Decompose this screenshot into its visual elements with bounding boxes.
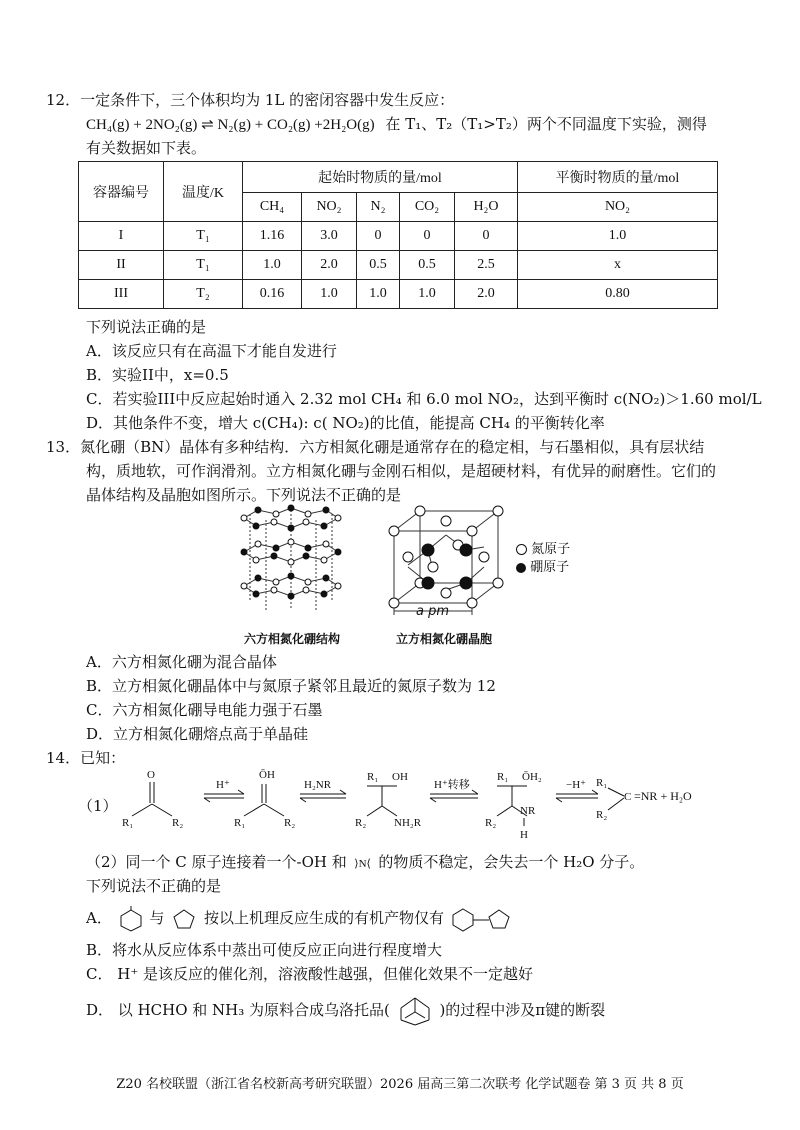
table-row: I T₁ 1.16 3.0 0 0 0 1.0 — [79, 222, 718, 251]
q14-option-c: C． H⁺ 是该反应的催化剂，溶液酸性越强，但催化效果不一定越好 — [86, 965, 534, 983]
q14-part1-label: （1） — [78, 797, 118, 815]
q13-line1: 13．氮化硼（BN）晶体有多种结构．六方相氮化硼是通常存在的稳定相，与石墨相似，具有层状结 — [46, 438, 705, 456]
svg-text:R₂: R₂ — [284, 817, 296, 829]
legend-black-circle-icon — [516, 563, 526, 573]
svg-text:R₂: R₂ — [355, 817, 367, 829]
urotropine-icon — [395, 994, 435, 1028]
svg-text:R₂: R₂ — [596, 809, 608, 821]
q13-option-b: B．立方相氮化硼晶体中与氮原子紧邻且最近的氮原子数为 12 — [86, 677, 496, 695]
legend-white-circle-icon — [516, 544, 527, 555]
th-co2: CO₂ — [400, 193, 455, 222]
q13-option-c: C．六方相氮化硼导电能力强于石墨 — [86, 701, 323, 719]
th-container: 容器编号 — [79, 162, 164, 222]
cyclohexanone-icon — [117, 906, 145, 932]
th-eq-no2: NO₂ — [518, 193, 718, 222]
q14-option-b: B．将水从反应体系中蒸出可使反应正向进行程度增大 — [86, 941, 443, 959]
svg-text:R₁: R₁ — [122, 817, 134, 829]
svg-text:O: O — [147, 769, 155, 781]
svg-text:NR: NR — [520, 805, 536, 817]
q12-data-table — [78, 161, 718, 309]
legend-nitrogen: 氮原子 — [516, 538, 570, 557]
svg-text:ŌH₂: ŌH₂ — [522, 771, 542, 783]
q12-reaction-line — [86, 114, 707, 135]
svg-text:R₁: R₁ — [497, 771, 509, 783]
q14-mechanism-scheme — [112, 766, 722, 840]
q14-number: 14． — [46, 749, 81, 767]
th-ch4: CH₄ — [243, 193, 302, 222]
arrow2-label: H₂NR — [304, 779, 332, 791]
q13-number: 13． — [46, 438, 81, 456]
q14-option-a: A． 与 按以上机理反应生成的有机产物仅有 — [86, 906, 519, 932]
svg-text:R₁: R₁ — [367, 771, 379, 783]
legend-boron: 硼原子 — [516, 556, 569, 575]
q12-option-b: B．实验II中，x=0.5 — [86, 366, 229, 384]
th-h2o: H₂O — [455, 193, 518, 222]
hexagonal-bn-caption: 六方相氮化硼结构 — [244, 632, 341, 646]
q12-option-a: A．该反应只有在高温下才能自发进行 — [86, 342, 337, 360]
q12-prompt: 下列说法正确的是 — [86, 318, 207, 336]
svg-text:OH: OH — [392, 771, 408, 783]
svg-text:C: C — [624, 791, 632, 803]
q13-option-a: A．六方相氮化硼为混合晶体 — [86, 653, 277, 671]
th-eq: 平衡时物质的量/mol — [518, 162, 718, 193]
q12-reaction: CH₄(g) + 2NO₂(g) ⇌ N₂(g) + CO₂(g) +2H₂O(g) — [86, 117, 375, 133]
table-row: II T₁ 1.0 2.0 0.5 0.5 2.5 x — [79, 251, 718, 280]
q14-part2: （2）同一个 C 原子连接着一个-OH 和 ⟩N⟨ 的物质不稳定，会失去一个 H₂O 分子。 — [86, 852, 644, 874]
cubic-dim-label: a pm — [416, 604, 450, 619]
enamine-product-icon — [449, 906, 519, 932]
pyrrolidine-icon — [169, 906, 199, 932]
q12-option-d: D．其他条件不变，增大 c(CH₄): c( NO₂)的比值，能提高 CH₄ 的平衡转化率 — [86, 414, 605, 432]
product-label: =NR + H₂O — [634, 789, 692, 803]
q12-number: 12． — [46, 91, 81, 109]
cubic-bn-caption: 立方相氮化硼晶胞 — [396, 632, 493, 646]
hexagonal-bn-figure — [236, 502, 346, 620]
svg-text:NH₂R: NH₂R — [394, 817, 422, 829]
th-start: 起始时物质的量/mol — [243, 162, 518, 193]
table-row: III T₂ 0.16 1.0 1.0 1.0 2.0 0.80 — [79, 280, 718, 309]
svg-text:R₂: R₂ — [172, 817, 184, 829]
q13-line2: 构，质地软，可作润滑剂。立方相氮化硼与金刚石相似，是超硬材料，有优异的耐磨性。它们的 — [86, 462, 717, 480]
q12-stem: 12．一定条件下，三个体积均为 1L 的密闭容器中发生反应： — [46, 91, 455, 109]
page-footer: Z20 名校联盟（浙江省名校新高考研究联盟）2026 届高三第二次联考 化学试题卷 第 3 页 共 8 页 — [116, 1077, 684, 1092]
q13-line3: 晶体结构及晶胞如图所示。下列说法不正确的是 — [86, 486, 402, 504]
arrow4-label: −H⁺ — [566, 779, 586, 791]
amine-structure-icon: ⟩N⟨ — [354, 858, 371, 870]
q12-condition: 在 T₁、T₂（T₁>T₂）两个不同温度下实验，测得 — [385, 115, 707, 133]
svg-text:R₁: R₁ — [234, 817, 246, 829]
q14-known: 14．已知： — [46, 749, 126, 767]
q12-condition2: 有关数据如下表。 — [86, 139, 207, 157]
q13-option-d: D．立方相氮化硼熔点高于单晶硅 — [86, 725, 309, 743]
q12-option-c: C．若实验III中反应起始时通入 2.32 mol CH₄ 和 6.0 mol NO₂，达到平衡时 c(NO₂)＞1.60 mol/L — [86, 390, 762, 408]
arrow3-label: H⁺转移 — [434, 779, 470, 791]
svg-text:R₁: R₁ — [596, 777, 608, 789]
arrow1-label: H⁺ — [216, 779, 230, 791]
svg-text:R₂: R₂ — [485, 817, 497, 829]
th-n2: N₂ — [357, 193, 400, 222]
th-temp: 温度/K — [164, 162, 243, 222]
th-no2: NO₂ — [302, 193, 357, 222]
svg-text:ŌH: ŌH — [259, 769, 275, 781]
q14-prompt: 下列说法不正确的是 — [86, 877, 222, 895]
q14-option-d: D． 以 HCHO 和 NH₃ 为原料合成乌洛托品( )的过程中涉及π键的断裂 — [86, 994, 605, 1028]
cubic-bn-figure — [388, 505, 513, 617]
svg-text:H: H — [520, 829, 528, 840]
